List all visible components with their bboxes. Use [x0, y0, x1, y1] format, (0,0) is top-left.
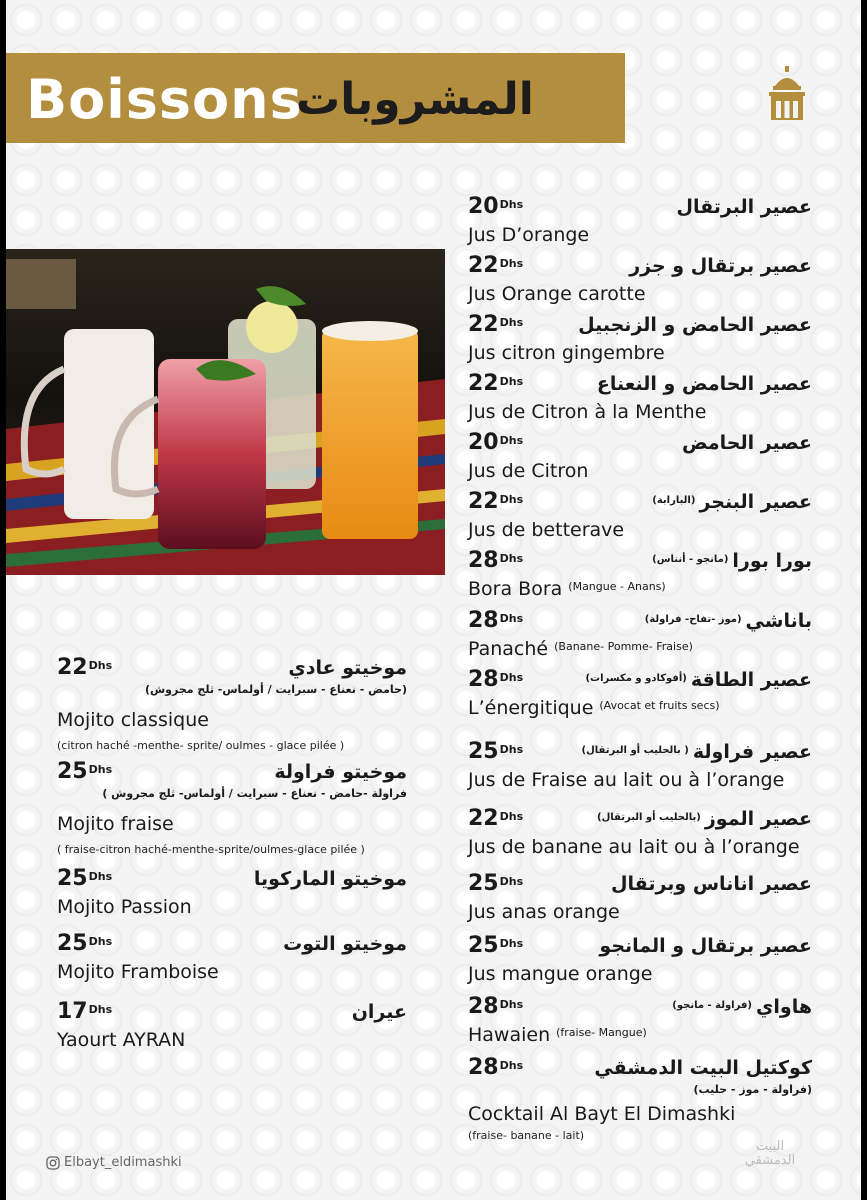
menu-item: [468, 547, 812, 606]
item-name-arabic: عصير البنجر$^{(البارابة)}$: [652, 491, 812, 513]
item-header-row: [468, 193, 812, 221]
item-price: $17^{Dhs}$: [57, 999, 113, 1024]
currency-label: Dhs: [88, 763, 113, 776]
currency-label: Dhs: [88, 659, 113, 672]
item-name-arabic: موخيتو الماركويا: [253, 868, 407, 890]
item-note-french: (Mangue - Anans): [568, 580, 666, 593]
item-name-french: Jus de Citron: [468, 460, 589, 482]
currency-label: Dhs: [499, 743, 524, 756]
currency-label: Dhs: [499, 998, 524, 1011]
item-name-french: L’énergitique $^{(Avocat et fruits secs)}$: [468, 697, 720, 719]
menu-item: [468, 932, 812, 988]
currency-label: Dhs: [499, 493, 524, 506]
item-name-french: Mojito classique: [57, 709, 209, 731]
item-header-row: [468, 993, 812, 1021]
page-title-latin: Boissons: [26, 68, 303, 131]
item-name-french: Mojito Passion: [57, 896, 192, 918]
item-name-arabic: هاواي$^{(فراولة - مانجو)}$: [672, 996, 812, 1018]
currency-label: Dhs: [499, 1059, 524, 1072]
item-header-row: [57, 998, 407, 1026]
item-price: $28^{Dhs}$: [468, 667, 524, 692]
menu-item: [468, 993, 812, 1052]
item-name-arabic: باناشي$^{(موز -تفاح- فراولة)}$: [644, 610, 812, 632]
item-header-row: [468, 370, 812, 398]
menu-page: [6, 0, 861, 1200]
item-name-arabic: عصير الطاقة$^{(أفوكادو و مكسرات)}$: [585, 669, 812, 691]
item-ingredients-french: (fraise- banane - lait): [468, 1129, 585, 1142]
item-name-french: Jus de Citron à la Menthe: [468, 401, 707, 423]
item-name-arabic: موخيتو عادي: [288, 657, 407, 679]
item-header-row: [468, 666, 812, 694]
item-name-arabic: عيران: [351, 1001, 407, 1023]
currency-label: Dhs: [499, 375, 524, 388]
item-price: $20^{Dhs}$: [468, 430, 524, 455]
item-price: $25^{Dhs}$: [468, 871, 524, 896]
item-header-row: [468, 870, 812, 898]
item-name-french: Jus de betterave: [468, 519, 625, 541]
item-ingredients-arabic: فراولة -حامض - نعناع - سبرايت / أولماس- ثلج مجروش ): [102, 787, 407, 800]
menu-item: [57, 865, 407, 921]
menu-item: [468, 488, 812, 544]
item-header-row: [57, 930, 407, 958]
menu-item: [57, 758, 407, 858]
item-name-arabic: عصير الموز$^{(بالحليب أو البرتقال)}$: [597, 808, 812, 830]
item-header-row: [468, 738, 812, 766]
currency-label: Dhs: [499, 198, 524, 211]
currency-label: Dhs: [88, 935, 113, 948]
item-price: $25^{Dhs}$: [57, 931, 113, 956]
item-header-row: [468, 805, 812, 833]
menu-item: [468, 738, 812, 794]
currency-label: Dhs: [88, 1003, 113, 1016]
item-note-arabic: (فراولة - مانجو): [672, 1000, 752, 1011]
item-header-row: [57, 758, 407, 786]
item-name-french: Jus Orange carotte: [468, 283, 646, 305]
page-title-arabic: المشروبات: [296, 74, 534, 125]
menu-item: [468, 805, 812, 861]
item-name-arabic: عصير برتقال و المانجو: [599, 935, 812, 957]
item-price: $22^{Dhs}$: [468, 806, 524, 831]
item-price: $25^{Dhs}$: [57, 759, 113, 784]
item-note-arabic: ( بالحليب أو البرتقال): [581, 745, 689, 756]
item-name-french: Mojito Framboise: [57, 961, 219, 983]
item-note-arabic: (البارابة): [652, 495, 696, 506]
item-name-french: Jus anas orange: [468, 901, 620, 923]
item-ingredients-french: (citron haché -menthe- sprite/ oulmes - glace pilée ): [57, 739, 345, 752]
menu-item: [468, 311, 812, 367]
menu-item: [468, 607, 812, 666]
currency-label: Dhs: [499, 937, 524, 950]
item-header-row: [57, 865, 407, 893]
currency-label: Dhs: [499, 552, 524, 565]
item-note-arabic: (مانجو - أنناس): [652, 554, 729, 565]
item-header-row: [468, 932, 812, 960]
item-price: $28^{Dhs}$: [468, 548, 524, 573]
item-note-arabic: (بالحليب أو البرتقال): [597, 812, 701, 823]
currency-label: Dhs: [499, 875, 524, 888]
item-header-row: [468, 488, 812, 516]
item-name-french: Yaourt AYRAN: [57, 1029, 186, 1051]
item-name-arabic: عصير الحامض و الزنجبيل: [578, 314, 812, 336]
item-name-arabic: عصير فراولة$^{( بالحليب أو البرتقال)}$: [581, 741, 812, 763]
item-price: $28^{Dhs}$: [468, 608, 524, 633]
footer-brand-logo: البيت الدمشقي: [744, 1139, 796, 1168]
item-price: $25^{Dhs}$: [468, 933, 524, 958]
item-note-french: (Banane- Pomme- Fraise): [554, 640, 693, 653]
item-ingredients-arabic: (حامض - نعناع - سبرايت / أولماس- ثلج مجروش): [144, 683, 407, 696]
item-name-french: Jus mangue orange: [468, 963, 653, 985]
item-name-french: Bora Bora $^{(Mangue - Anans)}$: [468, 578, 666, 600]
item-name-arabic: عصير الحامض: [681, 432, 812, 454]
menu-item: [468, 370, 812, 426]
item-price: $22^{Dhs}$: [468, 312, 524, 337]
item-name-french: Mojito fraise: [57, 813, 174, 835]
item-price: $22^{Dhs}$: [468, 371, 524, 396]
item-name-arabic: كوكتيل البيت الدمشقي: [594, 1057, 812, 1079]
item-price: $28^{Dhs}$: [468, 994, 524, 1019]
currency-label: Dhs: [499, 612, 524, 625]
instagram-icon: [46, 1156, 60, 1170]
item-price: $22^{Dhs}$: [468, 489, 524, 514]
item-header-row: [468, 252, 812, 280]
item-header-row: [468, 429, 812, 457]
menu-item: [468, 429, 812, 485]
item-note-french: (Avocat et fruits secs): [599, 699, 720, 712]
currency-label: Dhs: [88, 870, 113, 883]
item-ingredients-arabic: (فراولة - موز - حليب): [693, 1083, 812, 1096]
item-price: $25^{Dhs}$: [57, 866, 113, 891]
damascus-house-logo-icon: [767, 66, 807, 122]
item-name-french: Jus D’orange: [468, 224, 590, 246]
item-price: $25^{Dhs}$: [468, 739, 524, 764]
item-name-arabic: موخيتو فراولة: [274, 761, 407, 783]
currency-label: Dhs: [499, 810, 524, 823]
menu-item: [468, 193, 812, 249]
item-ingredients-french: ( fraise-citron haché-menthe-sprite/oulmes-glace pilée ): [57, 843, 365, 856]
currency-label: Dhs: [499, 434, 524, 447]
item-name-french: Panaché $^{(Banane- Pomme- Fraise)}$: [468, 638, 693, 660]
item-name-arabic: عصير اناناس وبرتقال: [611, 873, 812, 895]
item-name-french: Jus de banane au lait ou à l’orange: [468, 836, 800, 858]
instagram-handle-text: Elbayt_eldimashki: [64, 1155, 182, 1170]
item-name-arabic: عصير البرتقال: [676, 196, 812, 218]
item-name-arabic: بورا بورا$^{(مانجو - أنناس)}$: [652, 550, 812, 572]
currency-label: Dhs: [499, 316, 524, 329]
item-header-row: [468, 607, 812, 635]
item-name-french: Jus de Fraise au lait ou à l’orange: [468, 769, 785, 791]
item-note-french: (fraise- Mangue): [556, 1026, 647, 1039]
item-header-row: [57, 654, 407, 682]
item-note-arabic: (موز -تفاح- فراولة): [644, 614, 742, 625]
menu-item: [468, 870, 812, 926]
item-name-french: Hawaien $^{(fraise- Mangue)}$: [468, 1024, 647, 1046]
menu-item: [57, 998, 407, 1054]
item-header-row: [468, 1054, 812, 1082]
item-name-french: Jus citron gingembre: [468, 342, 665, 364]
currency-label: Dhs: [499, 257, 524, 270]
item-header-row: [468, 547, 812, 575]
menu-item: [57, 930, 407, 986]
item-name-arabic: عصير الحامض و النعناع: [596, 373, 812, 395]
item-price: $28^{Dhs}$: [468, 1055, 524, 1080]
menu-item: [468, 1054, 812, 1144]
item-header-row: [468, 311, 812, 339]
instagram-handle[interactable]: [46, 1155, 182, 1170]
menu-item: [468, 666, 812, 725]
menu-item: [468, 252, 812, 308]
item-note-arabic: (أفوكادو و مكسرات): [585, 673, 687, 684]
item-price: $22^{Dhs}$: [57, 655, 113, 680]
item-name-french: Cocktail Al Bayt El Dimashki: [468, 1103, 736, 1125]
item-name-arabic: موخيتو التوت: [283, 933, 407, 955]
drinks-photo: [6, 249, 445, 575]
item-price: $20^{Dhs}$: [468, 194, 524, 219]
menu-item: [57, 654, 407, 754]
item-price: $22^{Dhs}$: [468, 253, 524, 278]
item-name-arabic: عصير برتقال و جزر: [629, 255, 812, 277]
currency-label: Dhs: [499, 671, 524, 684]
